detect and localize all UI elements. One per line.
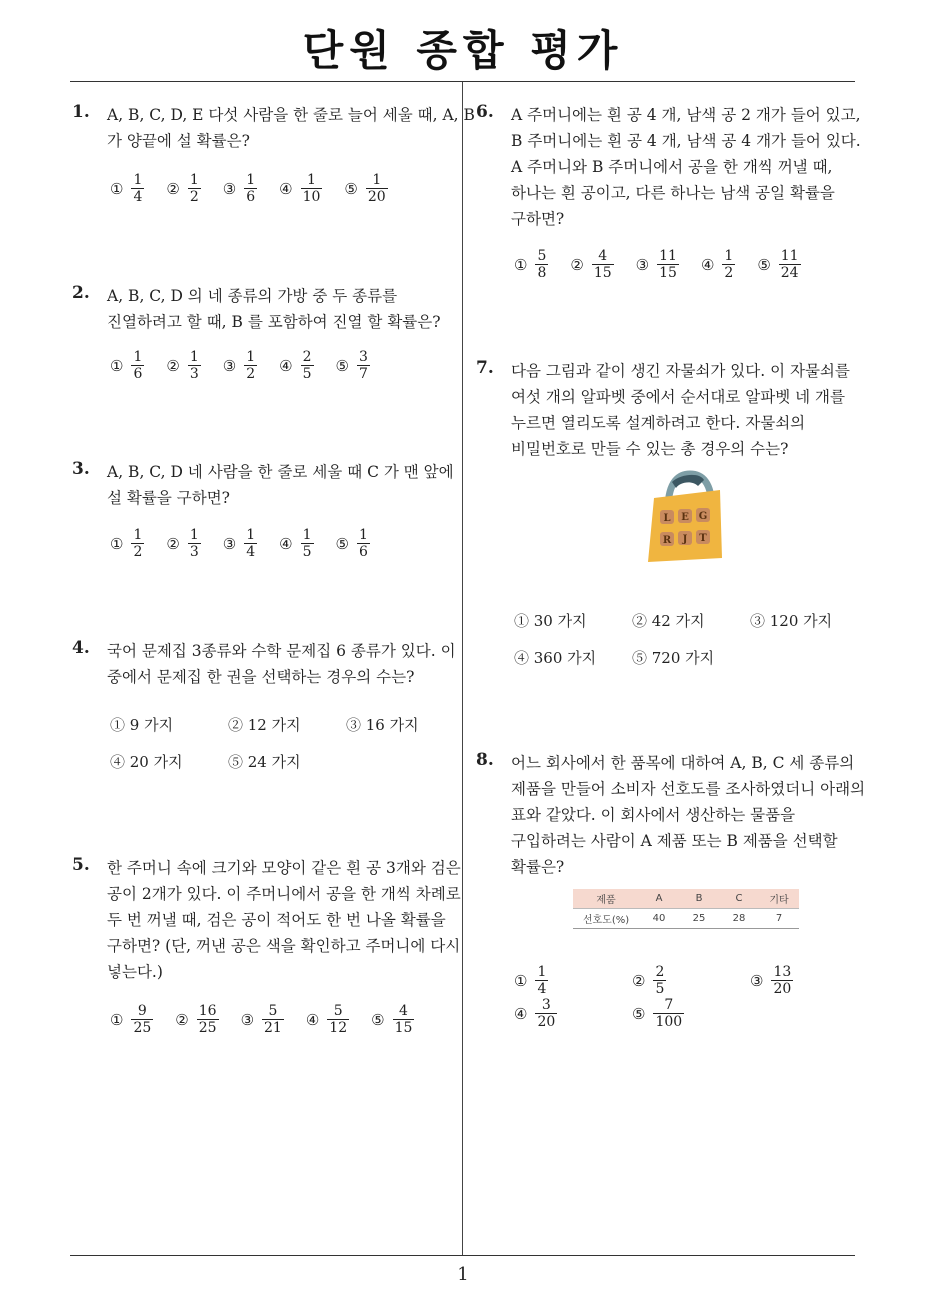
question-number: 1. [72,102,90,122]
option-5[interactable]: ⑤ $\frac{11}{24}$ [757,248,799,281]
option-1[interactable]: ① $\frac{1}{4}$ [110,172,143,205]
option-5[interactable]: ⑤ 720 가지 [632,649,715,667]
table-header-cell: 기타 [759,889,799,909]
table-header-cell: C [719,889,759,909]
option-2[interactable]: ② $\frac{1}{3}$ [166,349,199,382]
question-text: 한 주머니 속에 크기와 모양이 같은 흰 공 3개와 검은 공이 2개가 있다. 이 주머니에서 공을 한 개씩 차례로 두 번 꺼낼 때, 검은 공이 적어도 한 번 나올 확률을 구하면? (단, 꺼낸 공은 색을 확인하고 주머니에 다시 넣는다.) [107,859,461,981]
option-5[interactable]: ⑤ $\frac{7}{100}$ [632,997,683,1030]
table-cell: 28 [719,909,759,929]
question-number: 2. [72,283,90,303]
table-cell: 40 [639,909,679,929]
table-row [573,909,799,929]
table-header-cell: A [639,889,679,909]
option-2[interactable]: ② $\frac{16}{25}$ [175,1003,217,1036]
question-text: A, B, C, D 의 네 종류의 가방 중 두 종류를 진열하려고 할 때, B 를 포함하여 진열 할 확률은? [107,287,441,331]
option-4[interactable]: ④ $\frac{2}{5}$ [279,349,312,382]
option-3[interactable]: ③ 16 가지 [346,716,419,734]
table-cell: 25 [679,909,719,929]
question-text: 다음 그림과 같이 생긴 자물쇠가 있다. 이 자물쇠를 여섯 개의 알파벳 중에서 순서대로 알파벳 네 개를 누르면 열리도록 설계하려고 한다. 자물쇠의 비밀번호로 만들 수 있는 총 경우의 수는? [511,362,850,458]
column-divider [462,82,463,1255]
question-number: 5. [72,855,90,875]
question-text: A, B, C, D 네 사람을 한 줄로 세울 때 C 가 맨 앞에 설 확률을 구하면? [107,463,454,507]
answer-options [514,964,868,1030]
answer-options [110,172,410,205]
option-5[interactable]: ⑤ $\frac{1}{20}$ [344,172,386,205]
option-4[interactable]: ④ $\frac{5}{12}$ [305,1003,348,1036]
preference-table [573,889,799,929]
option-2[interactable]: ② $\frac{4}{15}$ [570,248,612,281]
lock-body [648,490,722,562]
option-5[interactable]: ⑤ 24 가지 [228,753,301,771]
option-1[interactable]: ① 30 가지 [514,612,587,630]
lock-key-label: L [663,513,671,524]
padlock-illustration [642,470,726,566]
option-2[interactable]: ② $\frac{1}{2}$ [166,172,199,205]
answer-options [514,248,823,281]
lock-key-label: E [681,512,689,523]
option-3[interactable]: ③ $\frac{1}{4}$ [222,527,256,560]
question-text: A 주머니에는 흰 공 4 개, 남색 공 2 개가 들어 있고, B 주머니에는 흰 공 4 개, 남색 공 4 개가 들어 있다. A 주머니와 B 주머니에서 공을 한 개씩 꺼낼 때, 하나는 흰 공이고, 다른 하나는 남색 공일 확률을 구하면? [511,106,861,228]
question-number: 3. [72,459,90,479]
table-header-cell: 제품 [573,889,639,909]
option-4[interactable]: ④ $\frac{3}{20}$ [514,997,556,1030]
table-header-cell: B [679,889,719,909]
option-1[interactable]: ① $\frac{1}{6}$ [110,349,143,382]
option-1[interactable]: ① 9 가지 [110,716,174,734]
option-2[interactable]: ② $\frac{1}{3}$ [166,527,199,560]
option-4[interactable]: ④ 360 가지 [514,649,597,667]
bottom-rule [70,1255,855,1256]
answer-options [110,1003,436,1036]
option-2[interactable]: ② $\frac{2}{5}$ [632,964,665,997]
question-number: 8. [476,750,494,770]
lock-key-label: G [698,511,708,522]
lock-key-label: R [662,535,672,546]
option-5[interactable]: ⑤ $\frac{3}{7}$ [335,349,368,382]
lock-key-label: T [699,533,707,544]
option-4[interactable]: ④ $\frac{1}{5}$ [279,527,312,560]
question-number: 7. [476,358,494,378]
lock-key-label: J [682,534,688,545]
option-5[interactable]: ⑤ $\frac{4}{15}$ [371,1003,413,1036]
option-4[interactable]: ④ 20 가지 [110,753,183,771]
answer-options [514,610,868,668]
option-1[interactable]: ① $\frac{1}{4}$ [514,964,547,997]
option-5[interactable]: ⑤ $\frac{1}{6}$ [335,527,368,560]
table-header-row [573,889,799,909]
option-3[interactable]: ③ $\frac{1}{2}$ [222,349,256,382]
option-2[interactable]: ② 42 가지 [632,612,705,630]
option-3[interactable]: ③ 120 가지 [750,612,833,630]
option-3[interactable]: ③ $\frac{13}{20}$ [750,964,792,997]
question-number: 6. [476,102,494,122]
option-2[interactable]: ② 12 가지 [228,716,301,734]
answer-options [110,527,392,560]
table-cell: 7 [759,909,799,929]
question-text: A, B, C, D, E 다섯 사람을 한 줄로 늘어 세울 때, A, B 가 양끝에 설 확률은? [107,106,475,150]
option-4[interactable]: ④ $\frac{1}{10}$ [279,172,321,205]
page-number: 1 [457,1264,469,1285]
option-1[interactable]: ① $\frac{1}{2}$ [110,527,143,560]
option-1[interactable]: ① $\frac{5}{8}$ [514,248,547,281]
question-text: 국어 문제집 3종류와 수학 문제집 6 종류가 있다. 이 중에서 문제집 한 권을 선택하는 경우의 수는? [107,642,456,686]
option-3[interactable]: ③ $\frac{11}{15}$ [635,248,677,281]
option-3[interactable]: ③ $\frac{1}{6}$ [222,172,256,205]
table-cell: 선호도(%) [573,909,639,929]
answer-options [110,349,392,382]
option-3[interactable]: ③ $\frac{5}{21}$ [240,1003,282,1036]
answer-options [110,714,464,772]
page-title: 단원 종합 평가 [302,26,624,75]
question-text: 어느 회사에서 한 품목에 대하여 A, B, C 세 종류의 제품을 만들어 소비자 선호도를 조사하였더니 아래의 표와 같았다. 이 회사에서 생산하는 물품을 구입하려는 사람이 A 제품 또는 B 제품을 선택할 확률은? [511,754,866,876]
option-4[interactable]: ④ $\frac{1}{2}$ [700,248,734,281]
option-1[interactable]: ① $\frac{9}{25}$ [110,1003,152,1036]
question-number: 4. [72,638,90,658]
